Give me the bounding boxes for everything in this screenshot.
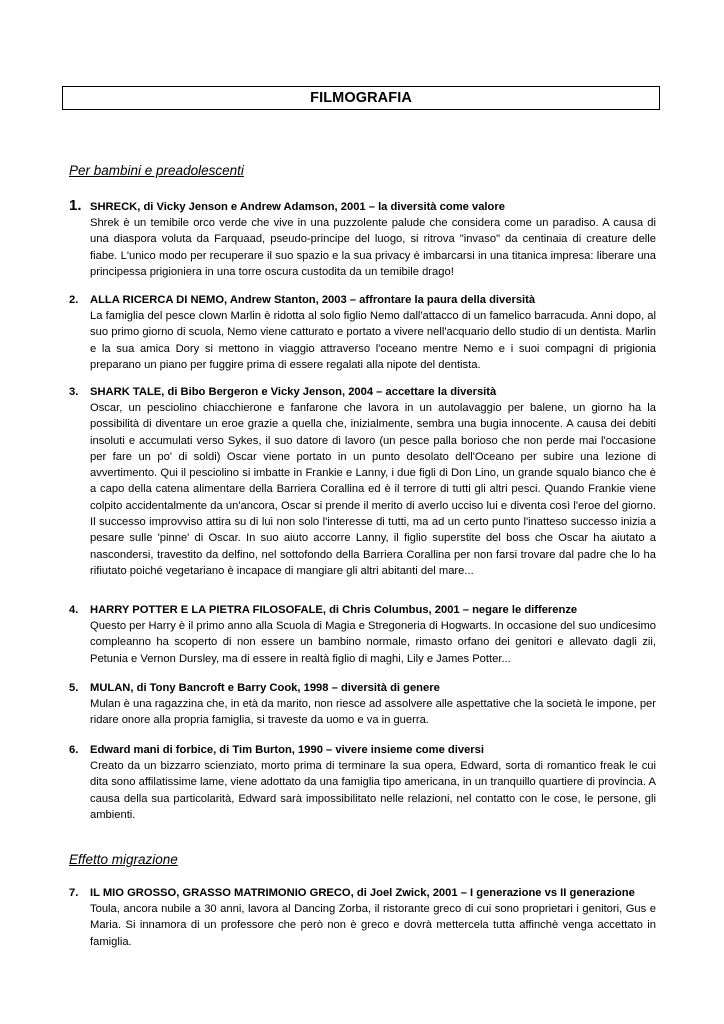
film-entry-heading: ALLA RICERCA DI NEMO, Andrew Stanton, 2003 – affrontare la paura della diversità bbox=[90, 294, 536, 306]
film-entry-header bbox=[69, 197, 656, 215]
film-entry-5 bbox=[69, 680, 656, 729]
film-entry-heading: SHRECK, di Vicky Jenson e Andrew Adamson, 2001 – la diversità come valore bbox=[90, 201, 505, 213]
section-heading-migration: Effetto migrazione bbox=[69, 852, 178, 867]
film-entry-description: Oscar, un pesciolino chiacchierone e fanfarone che lavora in un autolavaggio per balene, un giorno ha la possibilità di diventare un eroe grazie a quella che, inizialmente, sembra una bugia innocente. A causa dei debiti insoluti e accumulati verso Sykes, il suo datore di lavoro (un pesce palla borioso che non perde mai l'occasione per fare un po' di soldi) Oscar viene portato in un punto desolato dell'Oceano per subire una lezione di avvertimento. Qui il pesciolino si imbatte in Frankie e Lanny, i due figli di Don Lino, un grande squalo bianco che è a capo della catena alimentare della Barriera Corallina ed è il terrore di tutti gli altri pesci. Quando Frankie viene colpito accidentalmente da un'ancora, Oscar si prende il merito di averlo ucciso lui e diventa così l'eroe del giorno. Il successo improvviso attira su di lui non solo l'interesse di tutti, ma ad un certo punto l'inatteso successo inizia a pesare sulle 'pinne' di Oscar. In suo aiuto accorre Lanny, il figlio superstite del boss che Oscar ha aiutato a nascondersi, travestito da delfino, nel sottofondo della Barriera Corallina per non farsi trovare dal padre che lo ha rifiutato poiché vegetariano è incapace di mangiare gli altri abitanti del mare... bbox=[90, 402, 656, 577]
film-entry-heading: SHARK TALE, di Bibo Bergeron e Vicky Jenson, 2004 – accettare la diversità bbox=[90, 386, 497, 398]
film-entry-3 bbox=[69, 384, 656, 579]
section-heading-children: Per bambini e preadolescenti bbox=[69, 163, 244, 178]
film-entry-number: 7. bbox=[69, 887, 79, 899]
film-entry-description: Toula, ancora nubile a 30 anni, lavora al Dancing Zorba, il ristorante greco di cui sono proprietari i genitori, Gus e Maria. Si innamora di un professore che però non è greco e dovrà mettercela tutta affinchè venga accettato in famiglia. bbox=[90, 903, 656, 948]
film-entry-description: Creato da un bizzarro scienziato, morto prima di terminare la sua opera, Edward, sorta di romantico freak le cui dita sono affilatissime lame, viene adottato da una famiglia tipo americana, in un tranquillo quartiere di provincia. A causa della sua particolarità, Edward sarà impossibilitato nelle relazioni, nel contatto con le cose, le persone, gli ambienti. bbox=[90, 760, 656, 821]
film-entry-heading: MULAN, di Tony Bancroft e Barry Cook, 1998 – diversità di genere bbox=[90, 682, 440, 694]
film-entry-header bbox=[69, 384, 656, 400]
document-title-box bbox=[62, 86, 660, 110]
film-entry-description: Mulan è una ragazzina che, in età da marito, non riesce ad assolvere alle aspettative che la società le impone, per ridare onore alla propria famiglia, si traveste da uomo e va in guerra. bbox=[90, 698, 656, 727]
film-entry-description: La famiglia del pesce clown Marlin è ridotta al solo figlio Nemo dall'attacco di un famelico barracuda. Anni dopo, al suo primo giorno di scuola, Nemo viene catturato e portato a vivere nell'acquario dello studio di un dentista. Marlin e la sua amica Dory si mettono in viaggio attraverso l'oceano mentre Nemo e i suoi compagni di prigionia preparano un piano per fuggire prima di essere regalati alla nipote del dentista. bbox=[90, 310, 656, 371]
film-entry-description: Questo per Harry è il primo anno alla Scuola di Magia e Stregoneria di Hogwarts. In occasione del suo undicesimo compleanno ha scoperto di non essere un bambino normale, rimasto orfano dei genitori e allevato dagli zii, Petunia e Vernon Dursley, ma di essere in realtà figlio di maghi, Lily e James Potter... bbox=[90, 620, 656, 665]
film-entry-2 bbox=[69, 292, 656, 373]
film-entry-header bbox=[69, 742, 656, 758]
film-entry-4 bbox=[69, 602, 656, 667]
film-entry-7 bbox=[69, 885, 656, 950]
film-entry-number: 6. bbox=[69, 744, 79, 756]
film-entry-number: 5. bbox=[69, 682, 79, 694]
film-entry-header bbox=[69, 885, 656, 901]
film-entry-number: 2. bbox=[69, 294, 79, 306]
film-entry-description: Shrek è un temibile orco verde che vive in una puzzolente palude che considera come un paradiso. A causa di una diaspora voluta da Farquaad, pseudo-principe del luogo, si ritrova "invaso" da centinaia di creature delle fiabe. L'unico modo per recuperare il suo spazio e la sua privacy è imbarcarsi in una titanica impresa: liberare una principessa prigioniera in una torre oscura custodita da un temibile drago! bbox=[90, 217, 656, 278]
film-entry-number: 1. bbox=[69, 197, 82, 214]
film-entry-heading: IL MIO GROSSO, GRASSO MATRIMONIO GRECO, di Joel Zwick, 2001 – I generazione vs II generazione bbox=[90, 887, 635, 899]
film-entry-6 bbox=[69, 742, 656, 823]
film-entry-header bbox=[69, 602, 656, 618]
film-entry-heading: HARRY POTTER E LA PIETRA FILOSOFALE, di Chris Columbus, 2001 – negare le differenze bbox=[90, 604, 578, 616]
film-entry-number: 4. bbox=[69, 604, 79, 616]
film-entry-number: 3. bbox=[69, 386, 79, 398]
film-entry-header bbox=[69, 680, 656, 696]
film-entry-header bbox=[69, 292, 656, 308]
document-title: FILMOGRAFIA bbox=[310, 90, 412, 106]
film-entry-heading: Edward mani di forbice, di Tim Burton, 1990 – vivere insieme come diversi bbox=[90, 744, 484, 756]
film-entry-1 bbox=[69, 197, 656, 280]
